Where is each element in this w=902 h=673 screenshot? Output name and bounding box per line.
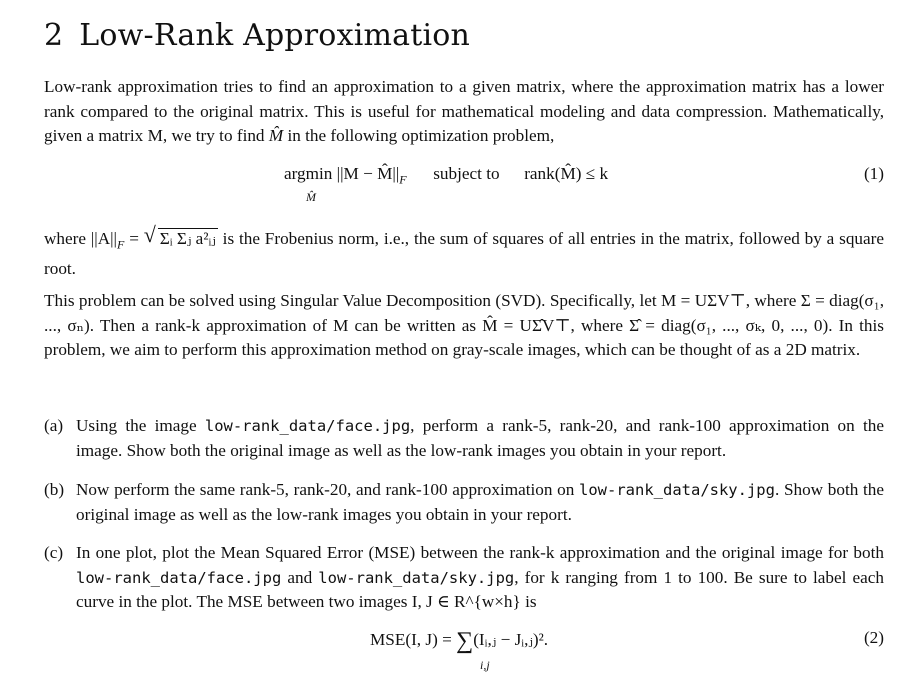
item-label: (c) bbox=[44, 543, 64, 562]
eq2-underscript: i,j bbox=[480, 658, 490, 672]
code-path: low-rank_data/sky.jpg bbox=[318, 568, 515, 587]
item-text: Using the image bbox=[76, 416, 205, 435]
item-label: (b) bbox=[44, 480, 65, 499]
item-label: (a) bbox=[44, 416, 64, 435]
eq1-number: (1) bbox=[863, 164, 884, 183]
sqrt-expression: √ Σᵢ Σⱼ a²ᵢⱼ bbox=[143, 222, 216, 248]
section-number: 2 bbox=[44, 18, 64, 53]
eq2-body: (Iᵢ,ⱼ − Jᵢ,ⱼ)². bbox=[473, 630, 549, 649]
intro-text-1: Low-rank approximation tries to find an approximation to a given matrix, where the approximation matrix has a lower rank compared to the original matrix. This is useful for mathematical modeling and data compression. Mathematically, given a matrix M, we try to find bbox=[44, 77, 884, 146]
eq2-lhs: MSE(I, J) = bbox=[370, 630, 457, 649]
frob-eq: = bbox=[124, 229, 144, 248]
eq1-sub-f: F bbox=[399, 172, 407, 187]
item-text: and bbox=[281, 567, 319, 587]
code-path: low-rank_data/sky.jpg bbox=[579, 481, 775, 499]
intro-text-2: in the following optimization problem, bbox=[283, 126, 555, 146]
sum-symbol: ∑ bbox=[456, 628, 474, 654]
code-path: low-rank_data/face.jpg bbox=[76, 568, 282, 587]
eq1-lhs: argmin ||M − M̂|| bbox=[284, 164, 400, 183]
section-heading bbox=[44, 18, 470, 53]
eq1-constraint: rank(M̂) ≤ k bbox=[524, 164, 609, 183]
list-item bbox=[44, 414, 884, 463]
frob-text-2: is the Frobenius norm, i.e., the sum of squares of all entries in the matrix, followed by a square root. bbox=[44, 229, 884, 279]
frobenius-paragraph bbox=[44, 222, 884, 282]
item-text: , for k ranging from 1 to 100. Be sure to label each curve in the plot. The MSE between two images I, J ∈ R^{w×h} is bbox=[76, 567, 884, 612]
eq1-underscript: M̂ bbox=[306, 190, 316, 204]
eq1-subject-to: subject to bbox=[433, 164, 500, 183]
eq2-number: (2) bbox=[863, 628, 884, 647]
intro-mhat: M̂ bbox=[268, 126, 284, 146]
equation-2 bbox=[44, 628, 884, 672]
item-text: Now perform the same rank-5, rank-20, and rank-100 approximation on bbox=[76, 480, 579, 499]
item-text: In one plot, plot the Mean Squared Error (MSE) between the rank-k approximation and the original image for both bbox=[76, 543, 884, 562]
item-text: , perform a rank-5, rank-20, and rank-100 approximation on the image. Show both the original image as well as the low-rank images you obtain in your report. bbox=[76, 416, 885, 460]
frob-sub-f: F bbox=[117, 237, 125, 252]
frob-text-1: where ||A|| bbox=[44, 229, 118, 248]
section-title: Low-Rank Approximation bbox=[79, 18, 471, 53]
svd-paragraph: This problem can be solved using Singular Value Decomposition (SVD). Specifically, let M = UΣV⊤, where Σ = diag(σ₁, ..., σₙ). Then a rank-k approximation of M can be written as M̂ = UΣ̂V⊤, where Σ̂ = diag(σ₁, ..., σₖ, 0, ..., 0). In this problem, we aim to perform this approximation method on gray-scale images, which can be thought of as a 2D matrix. bbox=[44, 291, 884, 360]
list-item bbox=[44, 478, 884, 527]
equation-1 bbox=[44, 164, 884, 204]
code-path: low-rank_data/face.jpg bbox=[204, 417, 411, 435]
item-text: . Show both the original image as well as the low-rank images you obtain in your report. bbox=[76, 480, 884, 524]
sqrt-content: Σᵢ Σⱼ a²ᵢⱼ bbox=[159, 229, 216, 248]
list-item bbox=[44, 541, 884, 615]
intro-paragraph bbox=[44, 75, 884, 149]
